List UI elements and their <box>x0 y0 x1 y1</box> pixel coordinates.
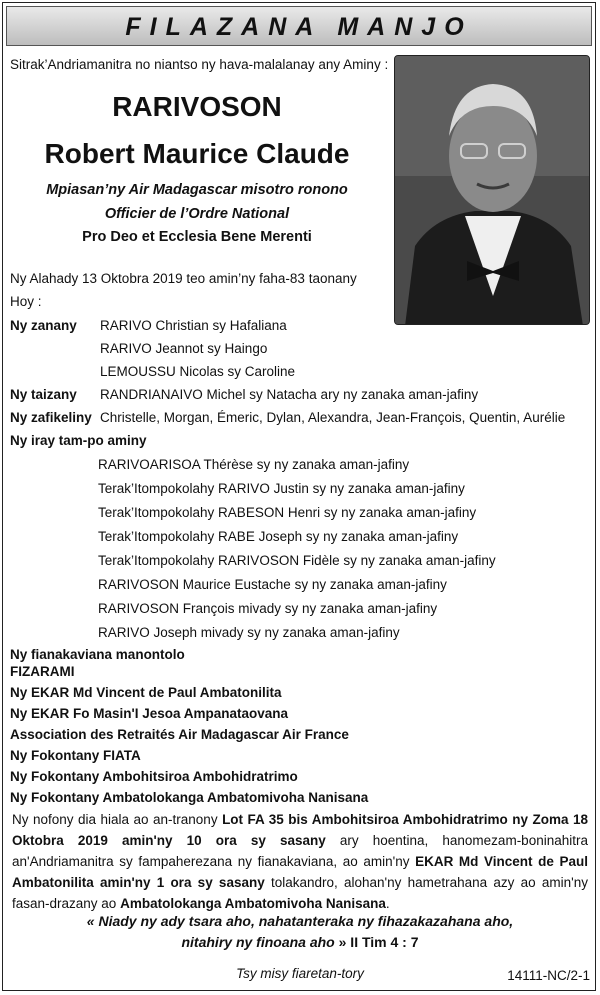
child-item: LEMOUSSU Nicolas sy Caroline <box>100 364 296 379</box>
hoy-label: Hoy : <box>10 294 42 309</box>
quote-reference: » II Tim 4 : 7 <box>338 934 419 950</box>
sibling-item: RARIVO Joseph mivady sy ny zanaka aman-jafiny <box>98 625 400 640</box>
brother-item: RANDRIANAIVO Michel sy Natacha ary ny zanaka aman-jafiny <box>100 387 479 402</box>
children-label: Ny zanany <box>10 318 77 333</box>
quote-text: nitahiry ny finoana aho <box>181 934 335 950</box>
quote-line-1: « Niady ny ady tsara aho, nahatanteraka ny fihazakazahana aho, <box>86 913 514 929</box>
group-item: Ny Fokontany FIATA <box>10 748 141 763</box>
group-item: Ny EKAR Fo Masin'I Jesoa Ampanataovana <box>10 706 289 721</box>
grandchildren-list: Christelle, Morgan, Émeric, Dylan, Alexandra, Jean-François, Quentin, Aurélie <box>100 410 566 425</box>
sibling-item: RARIVOSON François mivady sy ny zanaka aman-jafiny <box>98 601 438 616</box>
group-item: FIZARAMI <box>10 664 75 679</box>
child-item: RARIVO Christian sy Hafaliana <box>100 318 287 333</box>
brother-label: Ny taizany <box>10 387 77 402</box>
portrait-photo <box>394 55 590 325</box>
group-item: Ny Fokontany Ambatolokanga Ambatomivoha Nanisana <box>10 790 369 805</box>
announcement-text: tolakandro, alohan'ny hametrahana azy ao amin'ny fasan-drazany ao <box>12 875 588 911</box>
banner-title: FILAZANA MANJO <box>125 13 473 41</box>
group-item: Ny EKAR Md Vincent de Paul Ambatonilita <box>10 685 282 700</box>
sibling-item: Terak’Itompokolahy RARIVO Justin sy ny zanaka aman-jafiny <box>98 481 465 496</box>
group-item: Association des Retraités Air Madagascar Air France <box>10 727 349 742</box>
announcement-text: Ny nofony dia hiala ao an-tranony <box>12 812 223 827</box>
siblings-label: Ny iray tam-po aminy <box>10 433 147 448</box>
announcement-text: ary hoentina, hanomezam-boninahitra an'Andriamanitra sy fampaherezana ny fianakaviana, ao amin'ny <box>12 833 588 869</box>
footer-reference: 14111-NC/2-1 <box>507 968 590 983</box>
sibling-item: Terak’Itompokolahy RABESON Henri sy ny zanaka aman-jafiny <box>98 505 477 520</box>
grandchildren-label: Ny zafikeliny <box>10 410 92 425</box>
announcement-text: . <box>385 896 390 911</box>
death-line: Ny Alahady 13 Oktobra 2019 teo amin’ny faha-83 taonany <box>10 271 357 286</box>
sibling-item: Terak’Itompokolahy RABE Joseph sy ny zanaka aman-jafiny <box>98 529 459 544</box>
announcement-location-time: Lot FA 35 bis Ambohitsiroa Ambohidratrimo ny Zoma 18 Oktobra 2019 amin'ny 10 ora sy sasany <box>12 812 588 848</box>
extended-family-label: Ny fianakaviana manontolo <box>10 647 185 662</box>
deceased-title-1: Mpiasan’ny Air Madagascar misotro ronono <box>46 182 348 198</box>
intro-line: Sitrak’Andriamanitra no niantso ny hava-malalanay any Aminy : <box>10 57 389 72</box>
announcement-burial-place: Ambatolokanga Ambatomivoha Nanisana <box>120 896 386 911</box>
deceased-title-3: Pro Deo et Ecclesia Bene Merenti <box>82 229 312 245</box>
group-item: Ny Fokontany Ambohitsiroa Ambohidratrimo <box>10 769 298 784</box>
sibling-item: RARIVOSON Maurice Eustache sy ny zanaka aman-jafiny <box>98 577 447 592</box>
sibling-item: Terak’Itompokolahy RARIVOSON Fidèle sy ny zanaka aman-jafiny <box>98 553 496 568</box>
portrait-silhouette-icon <box>395 56 590 325</box>
notice-banner <box>6 6 592 46</box>
footer-note: Tsy misy fiaretan-tory <box>236 966 364 981</box>
deceased-given-names: Robert Maurice Claude <box>44 138 350 169</box>
announcement-church-time: EKAR Md Vincent de Paul Ambatonilita amin'ny 1 ora sy sasany <box>12 854 588 890</box>
sibling-item: RARIVOARISOA Thérèse sy ny zanaka aman-jafiny <box>98 457 410 472</box>
child-item: RARIVO Jeannot sy Haingo <box>100 341 268 356</box>
funeral-announcement <box>12 809 588 914</box>
quote-line-2 <box>0 934 600 950</box>
deceased-surname: RARIVOSON <box>112 91 282 122</box>
deceased-title-2: Officier de l’Ordre National <box>104 206 290 222</box>
